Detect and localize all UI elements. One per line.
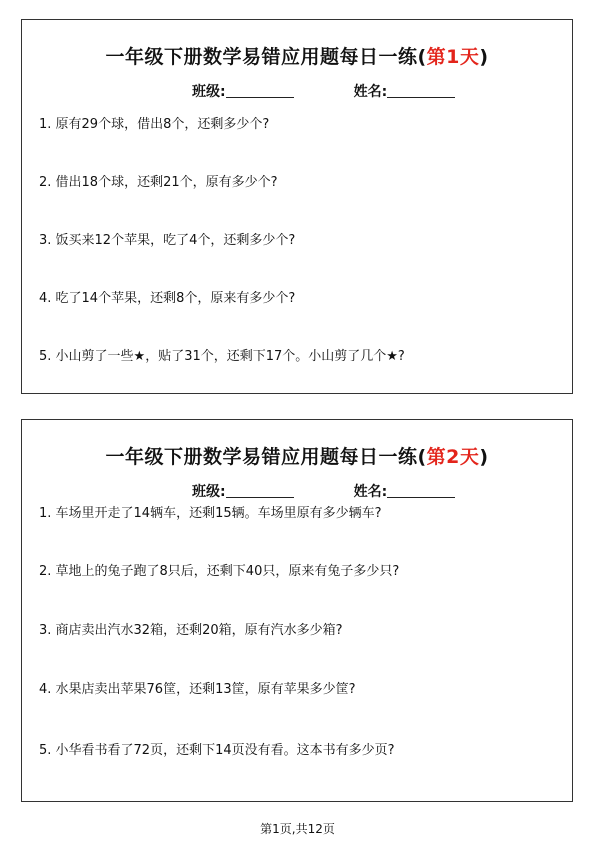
question-item: 3. 饭买来12个苹果，吃了4个，还剩多少个?	[39, 233, 296, 248]
title-close: )	[479, 46, 489, 68]
worksheet-title	[22, 42, 572, 69]
question-item: 2. 借出18个球，还剩21个，原有多少个?	[39, 175, 278, 190]
question-item: 1. 车场里开走了14辆车，还剩15辆。车场里原有多少辆车?	[39, 506, 382, 521]
question-item: 5. 小山剪了一些★，贴了31个，还剩下17个。小山剪了几个★?	[39, 349, 405, 364]
name-blank	[387, 83, 455, 98]
name-label: 姓名:	[353, 484, 388, 500]
title-day: 第2天	[426, 446, 480, 468]
worksheet-day-2	[21, 419, 573, 802]
question-item: 1. 原有29个球，借出8个，还剩多少个?	[39, 117, 270, 132]
class-field	[192, 81, 294, 101]
worksheet-title	[22, 442, 572, 469]
worksheet-day-1	[21, 19, 573, 394]
name-field	[354, 481, 456, 501]
class-label: 班级:	[192, 84, 226, 100]
question-item: 2. 草地上的兔子跑了8只后，还剩下40只，原来有兔子多少只?	[39, 564, 400, 579]
title-text: 一年级下册数学易错应用题每日一练(	[105, 46, 427, 68]
class-blank	[226, 483, 294, 498]
name-field	[354, 81, 456, 101]
question-item: 5. 小华看书看了72页，还剩下14页没有看。这本书有多少页?	[39, 743, 395, 758]
page-footer: 第1页,共12页	[260, 822, 335, 836]
student-info-row	[192, 481, 455, 501]
question-item: 4. 吃了14个苹果，还剩8个，原来有多少个?	[39, 291, 296, 306]
title-text: 一年级下册数学易错应用题每日一练(	[105, 446, 427, 468]
question-item: 3. 商店卖出汽水32箱，还剩20箱，原有汽水多少箱?	[39, 623, 343, 638]
title-close: )	[479, 446, 489, 468]
student-info-row	[192, 81, 455, 101]
class-field	[192, 481, 294, 501]
name-label: 姓名:	[353, 84, 388, 100]
class-blank	[226, 83, 294, 98]
name-blank	[387, 483, 455, 498]
question-item: 4. 水果店卖出苹果76筐，还剩13筐，原有苹果多少筐?	[39, 682, 356, 697]
title-day: 第1天	[426, 46, 480, 68]
class-label: 班级:	[192, 484, 226, 500]
